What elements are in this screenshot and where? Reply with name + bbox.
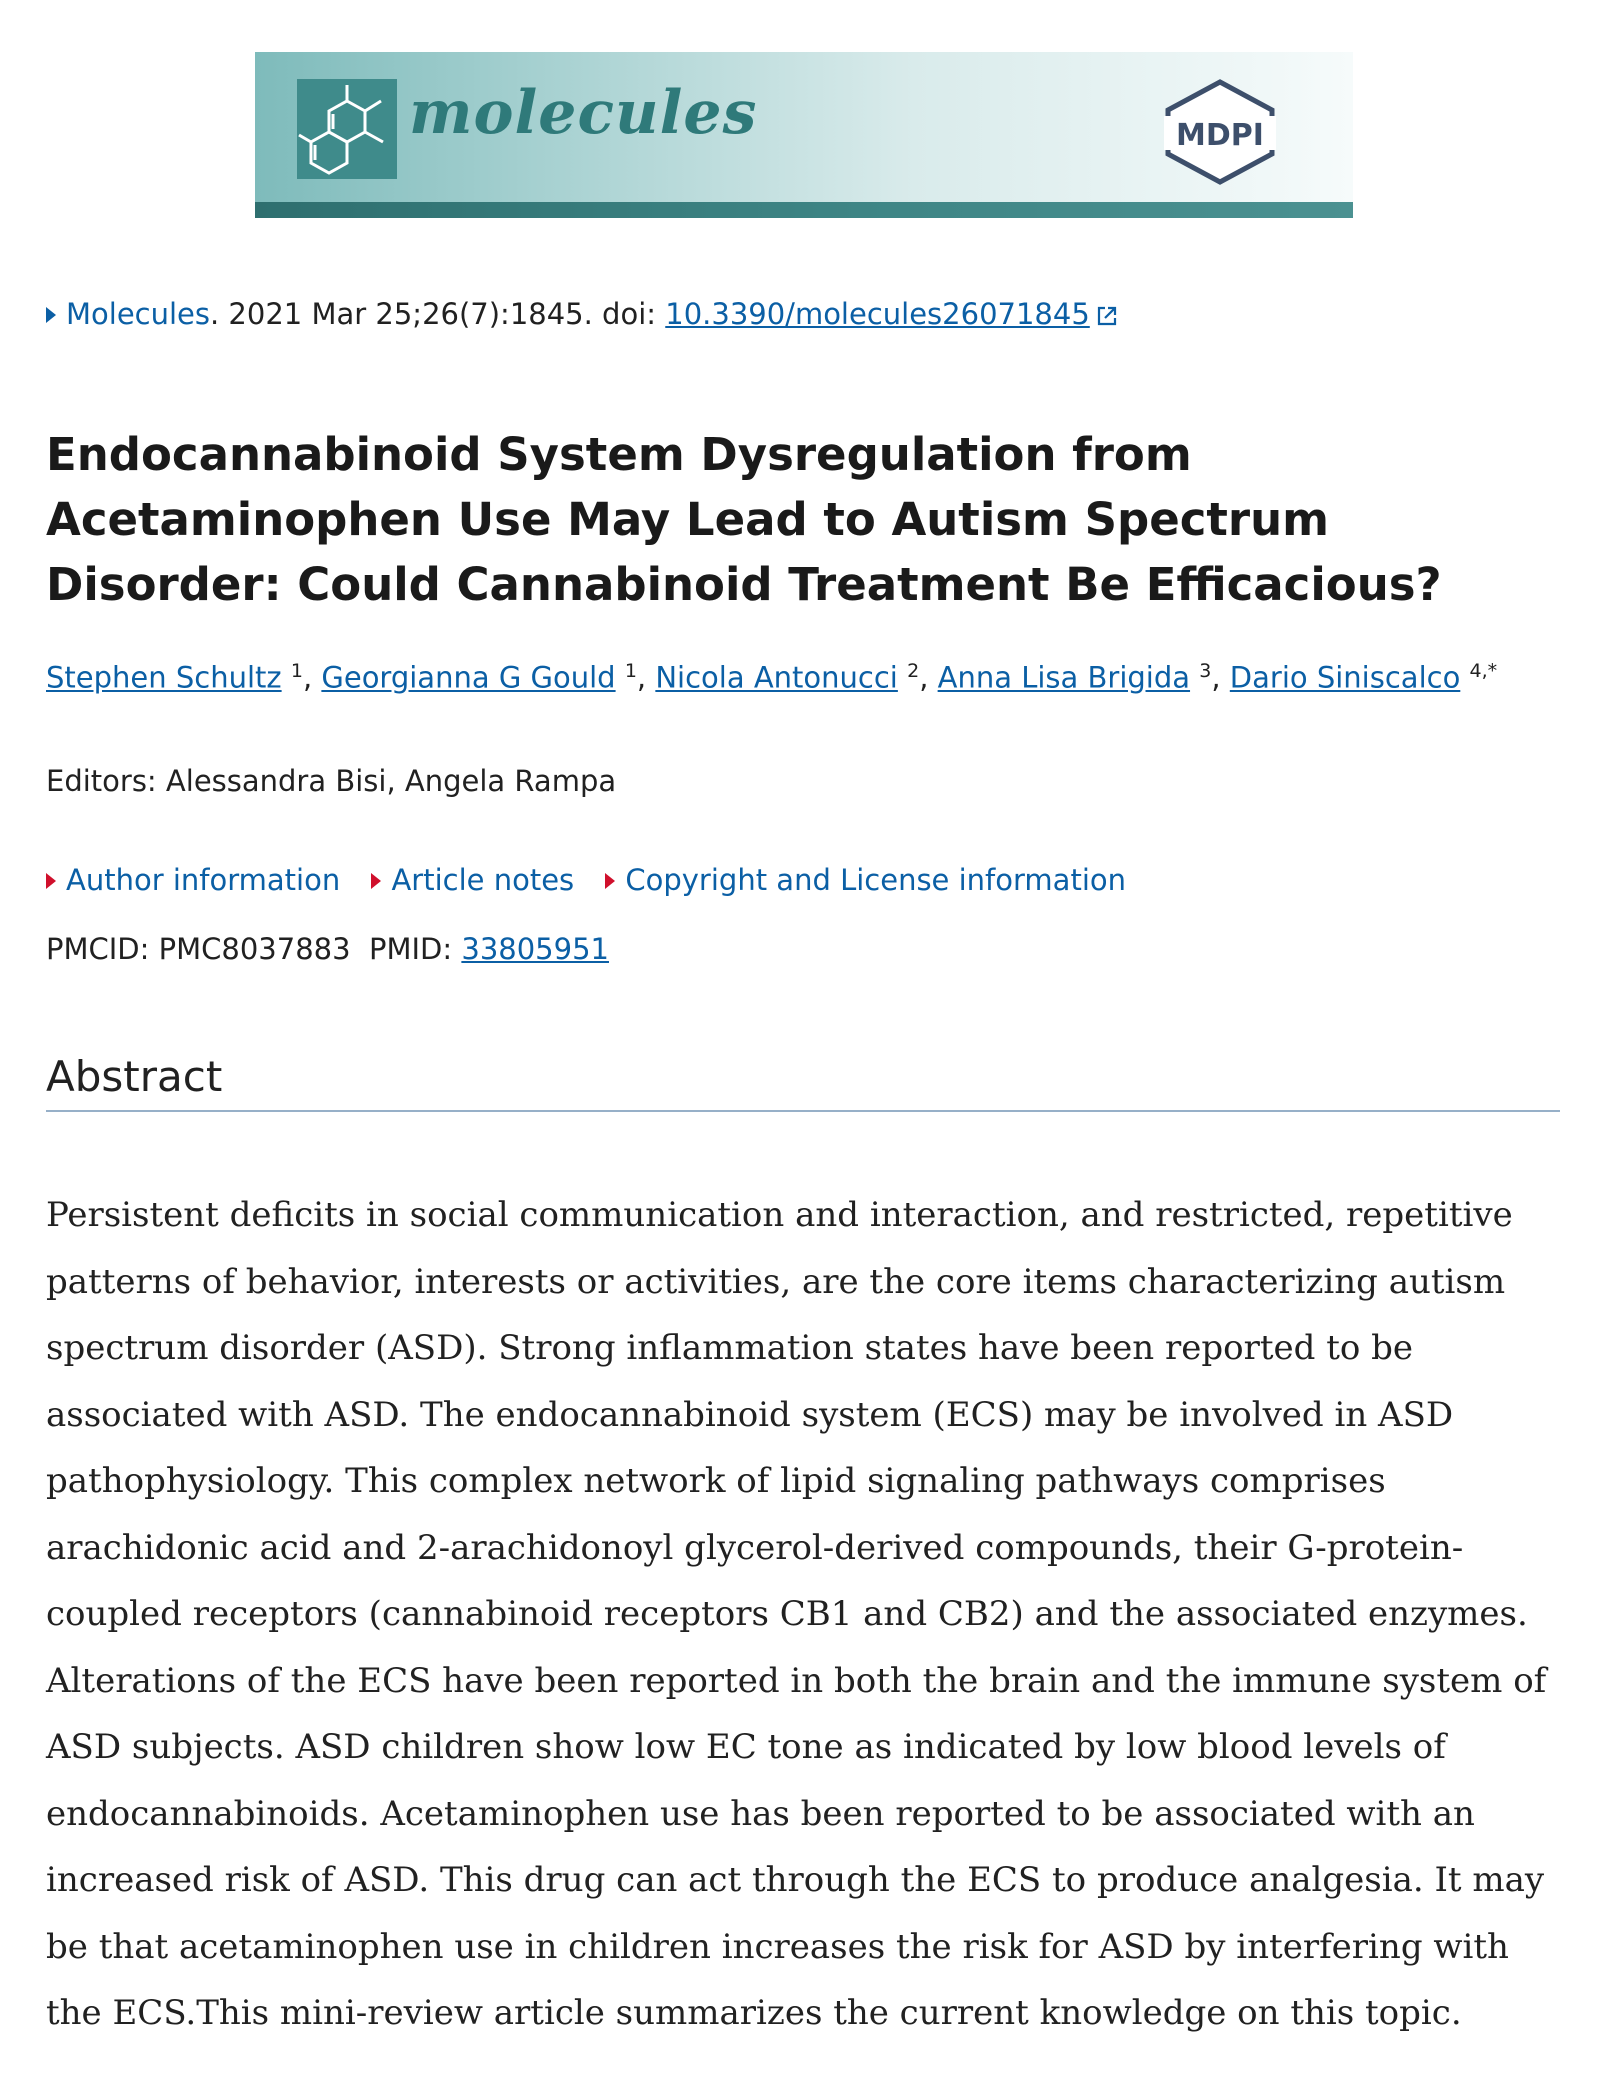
citation-details: . 2021 Mar 25;26(7):1845. doi: <box>210 297 666 331</box>
editors-line: Editors: Alessandra Bisi, Angela Rampa <box>46 764 617 798</box>
affiliation-marker[interactable]: 2 <box>907 660 920 682</box>
banner-stripe <box>255 202 1353 218</box>
abstract-text: Persistent deficits in social communication and interaction, and restricted, repetitive patterns of behavior, interests or activities, are the core items characterizing autism spectrum disorder (ASD). Strong inflammation states have been reported to be associated with ASD. The endocannabinoid system (ECS) may be involved in ASD pathophysiology. This complex network of lipid signaling pathways comprises arachidonic acid and 2-arachidonoyl glycerol-derived compounds, their G-protein-coupled receptors (cannabinoid receptors CB1 and CB2) and the associated enzymes. Alterations of the ECS have been reported in both the brain and the immune system of ASD subjects. ASD children show low EC tone as indicated by low blood levels of endocannabinoids. Acetaminophen use has been reported to be associated with an increased risk of ASD. This drug can act through the ECS to produce analgesia. It may be that acetaminophen use in children increases the risk for ASD by interfering with the ECS.This mini-review article summarizes the current knowledge on this topic. <box>46 1195 1547 2033</box>
external-link-icon[interactable] <box>1096 305 1118 327</box>
expand-triangle-icon[interactable] <box>46 307 56 323</box>
affiliation-marker[interactable]: 1 <box>624 660 637 682</box>
section-divider <box>46 1110 1560 1112</box>
journal-link[interactable]: Molecules <box>66 297 210 331</box>
pmcid-label: PMCID: PMC8037883 PMID: <box>46 932 462 966</box>
expand-triangle-icon <box>371 873 381 889</box>
abstract-heading: Abstract <box>46 1052 223 1101</box>
author-link[interactable]: Dario Siniscalco <box>1229 660 1461 695</box>
journal-banner[interactable] <box>255 52 1353 218</box>
molecules-logo-icon <box>297 79 397 179</box>
mdpi-text: MDPI <box>1176 118 1264 153</box>
copyright-license-toggle[interactable]: Copyright and License information <box>605 863 1126 897</box>
doi-link[interactable]: 10.3390/molecules26071845 <box>665 297 1090 331</box>
journal-name: molecules <box>409 78 758 148</box>
author-information-toggle[interactable]: Author information <box>46 863 340 897</box>
citation-line <box>46 297 1118 331</box>
article-notes-toggle[interactable]: Article notes <box>371 863 574 897</box>
author-link[interactable]: Stephen Schultz <box>46 660 282 695</box>
article-ids <box>46 932 609 966</box>
author-link[interactable]: Anna Lisa Brigida <box>937 660 1191 695</box>
mdpi-logo-icon <box>1160 78 1280 186</box>
affiliation-marker[interactable]: 4,* <box>1469 660 1498 682</box>
expand-triangle-icon <box>46 873 56 889</box>
author-list: Stephen Schultz $^1$, Georgianna G Gould $^1$, Nicola Antonucci $^2$, Anna Lisa Brigida $^3$, Dario Siniscalco $^{4,*}$ <box>46 660 1498 695</box>
expand-triangle-icon <box>605 873 615 889</box>
pmid-link[interactable]: 33805951 <box>461 932 609 966</box>
article-title: Endocannabinoid System Dysregulation from Acetaminophen Use May Lead to Autism Spectrum Disorder: Could Cannabinoid Treatment Be Efficacious? <box>46 428 1442 611</box>
article-info-links <box>46 863 1148 897</box>
affiliation-marker[interactable]: 3 <box>1199 660 1212 682</box>
author-link[interactable]: Georgianna G Gould <box>321 660 616 695</box>
author-link[interactable]: Nicola Antonucci <box>655 660 898 695</box>
affiliation-marker[interactable]: 1 <box>290 660 303 682</box>
